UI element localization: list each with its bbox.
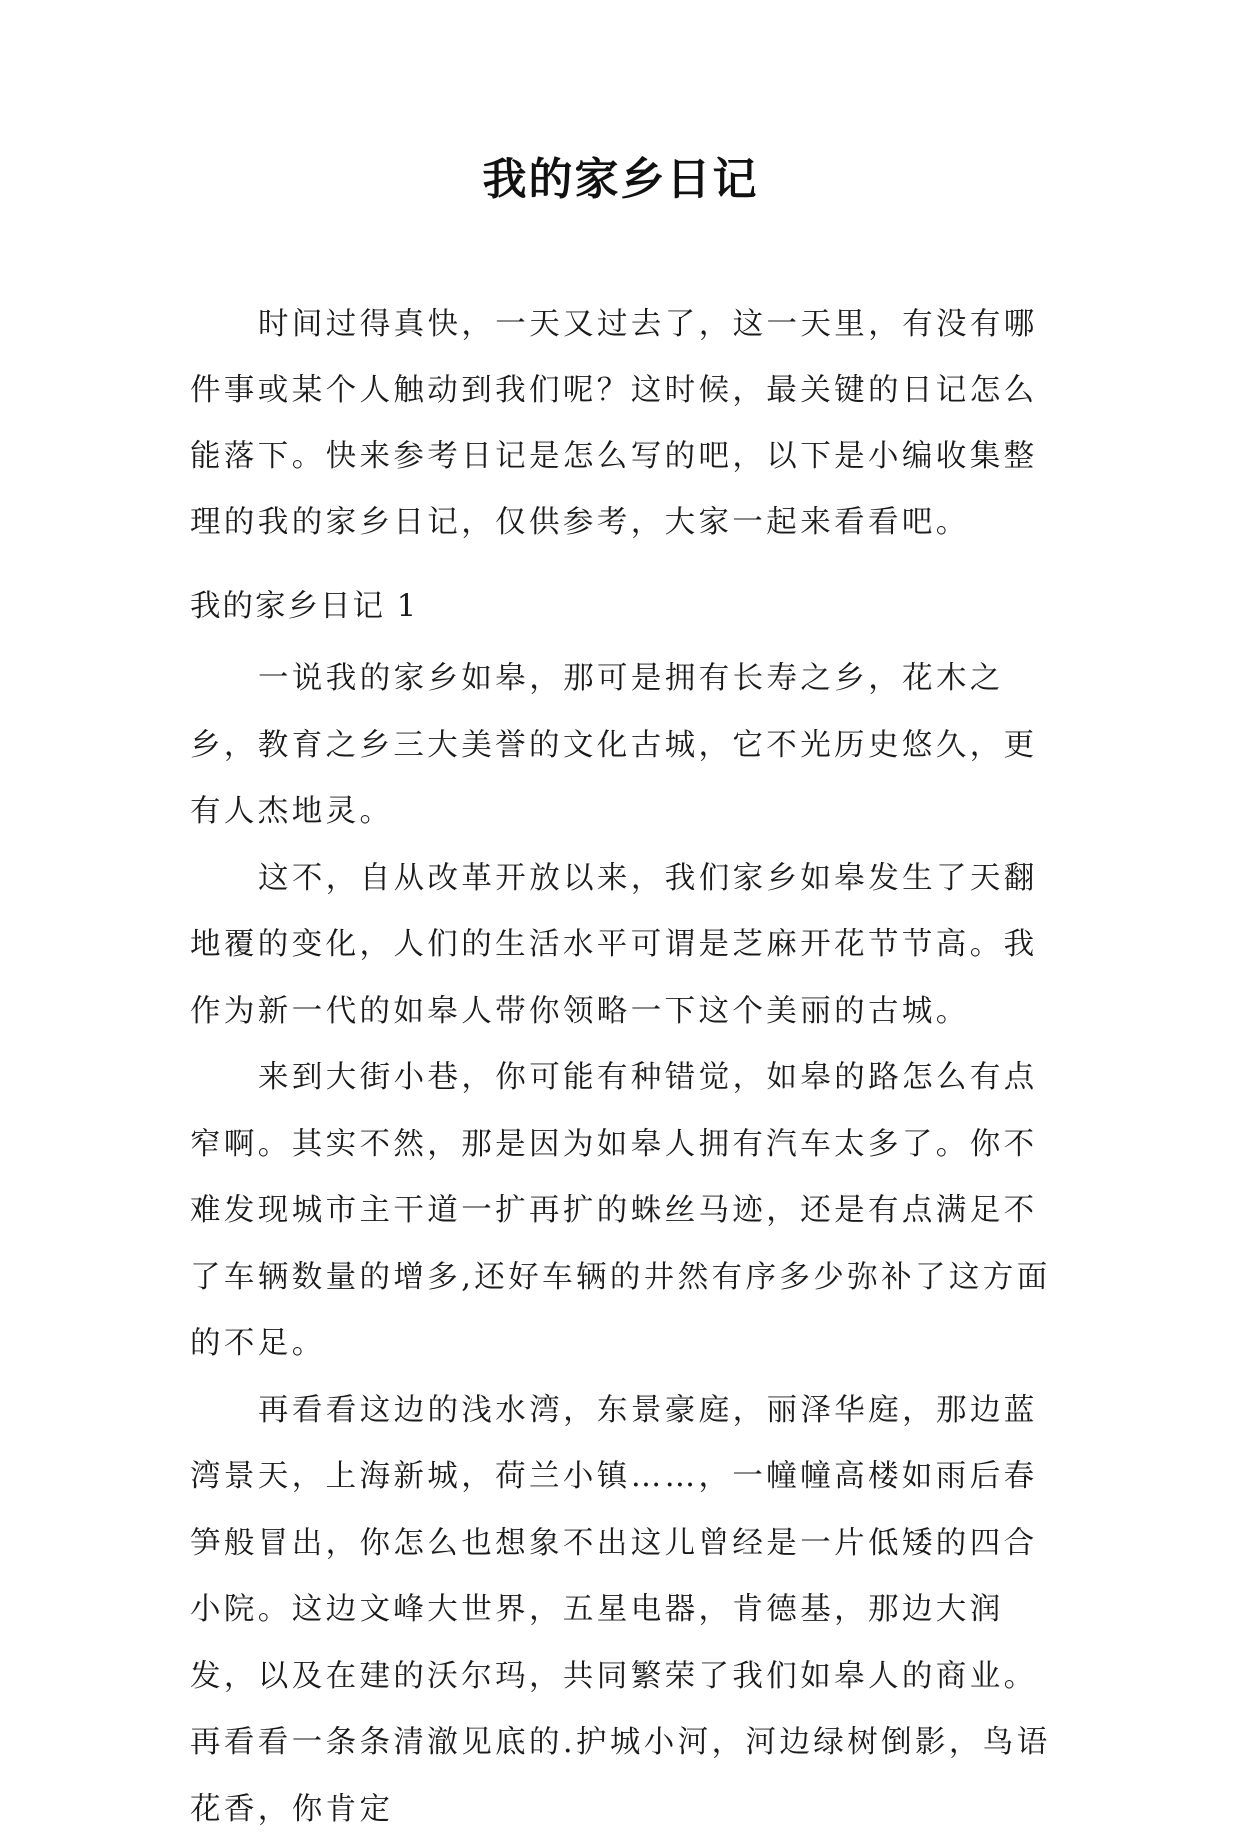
paragraph-3: 来到大街小巷，你可能有种错觉，如皋的路怎么有点窄啊。其实不然，那是因为如皋人拥有汽车太多了。你不难发现城市主干道一扩再扩的蛛丝马迹，还是有点满足不了车辆数量的增多,还好车辆的井然有序多少弥补了这方面的不足。 — [190, 1045, 1062, 1378]
section-content — [190, 646, 1062, 1843]
intro-paragraph: 时间过得真快，一天又过去了，这一天里，有没有哪件事或某个人触动到我们呢？这时候，最关键的日记怎么能落下。快来参考日记是怎么写的吧，以下是小编收集整理的我的家乡日记，仅供参考，大家一起来看看吧。 — [190, 292, 1062, 556]
document-title: 我的家乡日记 — [0, 150, 1241, 210]
paragraph-2: 这不，自从改革开放以来，我们家乡如皋发生了天翻地覆的变化，人们的生活水平可谓是芝麻开花节节高。我作为新一代的如皋人带你领略一下这个美丽的古城。 — [190, 846, 1062, 1046]
section-heading: 我的家乡日记 1 — [190, 587, 418, 627]
paragraph-1: 一说我的家乡如皋，那可是拥有长寿之乡，花木之乡，教育之乡三大美誉的文化古城，它不光历史悠久，更有人杰地灵。 — [190, 646, 1062, 846]
paragraph-4: 再看看这边的浅水湾，东景豪庭，丽泽华庭，那边蓝湾景天，上海新城，荷兰小镇……，一幢幢高楼如雨后春笋般冒出，你怎么也想象不出这儿曾经是一片低矮的四合小院。这边文峰大世界，五星电器，肯德基，那边大润发，以及在建的沃尔玛，共同繁荣了我们如皋人的商业。再看看一条条清澈见底的.护城小河，河边绿树倒影，鸟语花香，你肯定 — [190, 1378, 1062, 1843]
